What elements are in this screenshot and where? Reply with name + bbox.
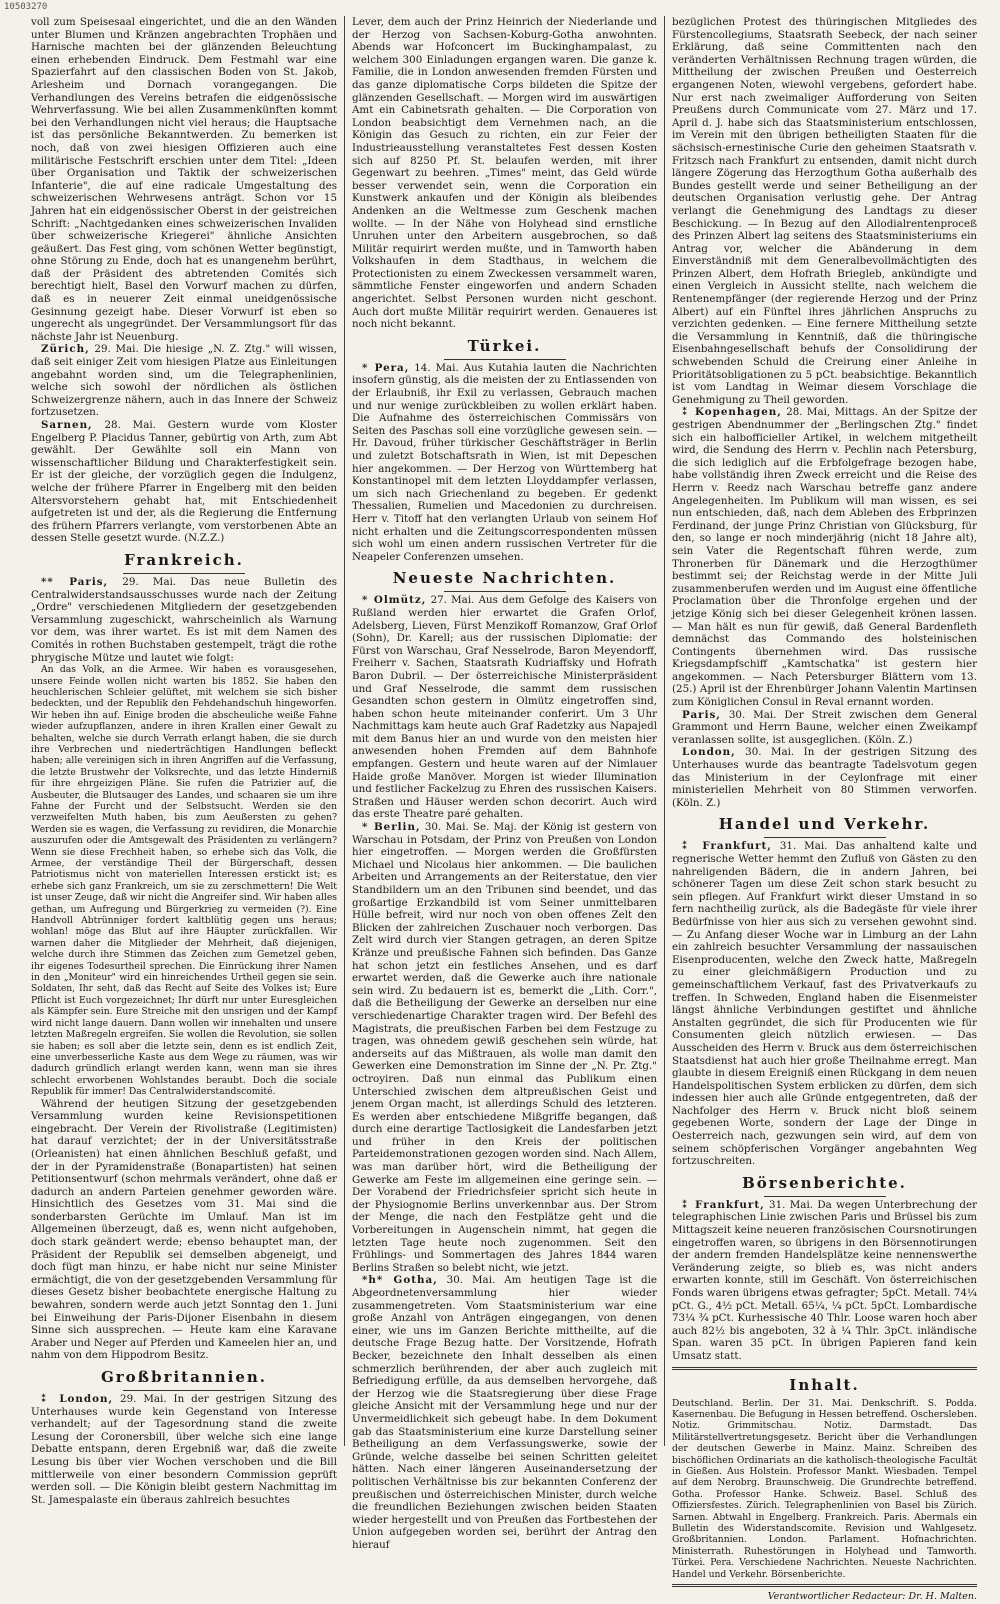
- article-paragraph: [672, 746, 977, 809]
- article-paragraph: [352, 362, 657, 564]
- dateline: ⁑ London,: [41, 1393, 114, 1405]
- article-paragraph: [672, 406, 977, 708]
- proclamation-text: An das Volk, an die Armee. Wir haben es vorausgesehen, unsere Feinde wollen nicht warten bis 1852. Sie haben den heuchlerischen Schleier gelüftet, mit welchem sie sich bisher bedeckten, und der Republik den Fehdehandschuh hingeworfen. Wir heben ihn auf. Einige broden die abscheuliche weiße Fahne wieder aufzupflanzen, andere in ihren Krallen einer Gewalt zu behalten, welche sie durch Verrath erlangt haben, die sie durch ihre Verbrechen und niederträchtigen Handlungen befleckt haben; alle vereinigen sich in ihren Angriffen auf die Verfassung, die letzte Brustwehr der Volksrechte, und das letzte Hinderniß für ihre ehrgeizigen Pläne. Sie rufen die Patrizier auf, die Ausbeuter, die Blutsauger des Landes, und schaaren sie um ihre Fahne der Furcht und der Selbstsucht. Werden sie den verzweifelten Muth haben, bis zum Aeußersten zu gehen? Werden sie es wagen, die Verfassung zu revidiren, die Monarchie auszurufen oder die Amtsgewalt des Präsidenten zu verlängern? Wenn sie diese Frechheit haben, so erhebe sich das Volk, die Armee, der verständige Theil der Bürgerschaft, dessen Patriotismus nicht von materiellen Interessen erstickt ist; es erhebe sich ganz Frankreich, um sie zu zerschmettern! Die Welt ist unser Zeuge, daß wir nicht die Angreifer sind. Wir haben alles gethan, um Aufregung und Bürgerkrieg zu vermeiden (?). Eine Handvoll Abtrünniger fordert kaltblütig gegen uns heraus; wohlan! möge das Blut auf ihre Häupter zurückfallen. Wir warnen daher die Mitglieder der Mehrheit, daß diejenigen, welche durch ihre Stimmen das Zeichen zum Gemetzel geben, ihr eigenes Todesurtheil sprechen. Die Einrückung ihrer Namen in den „Moniteur" wird ein hinreichendes Urtheil gegen sie sein. Soldaten, Ihr seht, daß das Recht auf Seite des Volkes ist; Eure Pflicht ist Euch vorgezeichnet; Ihr dürft nur unter Euresgleichen als Kämpfer sein. Eure Streiche mit den unsrigen und der Kampf wird nicht lange dauern. Dann wollen wir innehalten und unsere letzten Maßregeln ergreifen. Sie wollen die Revolution, sie sollen sie haben; es soll aber die letzte sein, denn es ist endlich Zeit, eine unverbesserliche Kaste aus dem Wege zu räumen, was wir dadurch gründlich erlangt werden kann, wenn man sie ihres schlecht erworbenen Wohlstandes beraubt. Doch die sociale Republik für immer! Das Centralwiderstandscomité.: [31, 664, 337, 1098]
- article-paragraph: [352, 1274, 657, 1551]
- article-text: 30. Mai. Am heutigen Tage ist die Abgeordnetenversammlung hier wieder zusammengetreten. Vom Staatsministerium war eine große Anzahl von Anträgen eingegangen, von denen einer, wie uns im Ganzen Berichte mittheilte, auf die deutsche Frage Bezug hatte. Der Vorsitzende, Hofrath Becker, bezeichnete den Inhalt desselben als einen schmerzlich berührenden, der aber auch zugleich mit Befriedigung erfülle, da aus demselben hervorgehe, daß der Herzog wie die Staatsregierung über diese Frage gleiche Ansicht mit der Versammlung hege und nur der Unvermeidlichkeit sich gebeugt habe. In dem Dokument gab das Staatsministerium eine kurze Darstellung seiner Betheiligung an dem Verfassungswerke, sowie der Gründe, welche dasselbe bei seinen Schritten geleitet hätten. Nach einer längeren Auseinandersetzung der politischen Verhältnisse bis zur bekannten Conferenz der preußischen und österreichischen Minister, durch welche die freundlichen Beziehungen zwischen beiden Staaten wieder hergestellt und von Preußen das Fortbestehen der Union aufgegeben worden sei, berührt der Antrag den hierauf: [352, 1274, 657, 1551]
- divider: [764, 837, 886, 838]
- article-text: 30. Mai. Der Streit zwischen dem General Grammont und Herrn Baune, welcher einen Zweikampf veranlassen sollte, ist ausgeglichen. (Köln. Z.): [672, 708, 977, 746]
- column-1: [24, 16, 344, 1506]
- article-text: 27. Mai. Aus dem Gefolge des Kaisers von Rußland werden hier erwartet die Grafen Orlof, Adelsberg, Lieven, Fürst Menzikoff Romanzow, Graf Orlof (Sohn), Dr. Karell; aus der russischen Diplomatie: der Fürst von Warschau, Graf Nesselrode, Baron Meyendorff, Freiherr v. Sachen, Staatsrath Kudriaffsky und Hofrath Baron Dubril. — Der österreichische Ministerpräsident und Graf Nesselrode, die sammt dem russischen Gesandten schon gestern in Olmütz eingetroffen sind, haben schon heute miteinander conferirt. Um 3 Uhr Nachmittags kam heute auch Graf Radetzky aus Napajedl mit dem Banus hier an und wurde von den meisten hier anwesenden hohen Fremden auf dem Bahnhofe empfangen. Gestern und heute waren auf der Nimlauer Haide große Manöver. Morgen ist wieder Illumination und festlicher Fackelzug zu Ehren des russischen Kaisers. Straßen und Häuser werden schon decorirt. Auch wird das erste Theatre paré gehalten.: [352, 594, 657, 821]
- article-text: 28. Mai. Gestern wurde vom Kloster Engelberg P. Placidus Tanner, gebürtig von Arth, zum Abt gewählt. Der Gewählte soll ein Mann von wissenschaftlicher Bildung und Charakterfestigkeit sein. Er ist der gleiche, der vorzüglich gegen die Indulgenz, welche der frühere Pfarrer in Engelberg mit den beiden Altersvorstehern gehabt hat, mit Entschiedenheit aufgetreten ist und der, als die Regierung die Entfernung des frühern Pfarrers verlangte, vom verstorbenen Abte an dessen Stelle gesetzt wurde. (N.Z.Z.): [31, 419, 337, 545]
- section-heading: Großbritannien.: [100, 1368, 268, 1386]
- dateline: ** Paris,: [41, 575, 109, 588]
- section-heading: Börsenberichte.: [742, 1173, 907, 1192]
- divider: [444, 359, 566, 360]
- divider: [123, 1390, 245, 1391]
- section-heading: Neueste Nachrichten.: [392, 569, 617, 588]
- article-text: 31. Mai. Das anhaltend kalte und regnerische Wetter hemmt den Zufluß von Gästen zu den nahreligenden Bädern, die in andern Jahren, bei schönerer Tagen um diese Zeit schon stark besucht zu sein pflegen. Auf Frankfurt wirkt dieser Umstand in so fern nachtheilig zurück, als die Badegäste für viele ihrer Bedürfnisse von hier aus sich zu versehen gewohnt sind. — Zu Anfang dieser Woche war in Limburg an der Lahn ein zahlreich besuchter Versammlung der nassauischen Eisenproducenten, welche den Zweck hatte, Maßregeln zu einer gleichmäßigern Production und zu gemeinschaftlichem Verkauf, fast des Privatverkaufs zu treffen. In Schweden, England haben die Eisenmeister längst ähnliche Verbindungen gestiftet und ähnliche Anstalten gegründet, die sich für Producenten wie für Consumenten gleich nützlich erwiesen. — Das Ausscheiden des Herrn v. Bruck aus dem österreichischen Staatsdienst hat auch hier große Theilnahme erregt. Man glaubte in diesem Ereigniß einen Rückgang in dem neuen Handelspolitischen System erblicken zu dürfen, dem sich indessen hier auch alle Gründe entgegentreten, daß der Nachfolger des Herrn v. Bruck nicht bloß seinem gegebenen Worte, sondern der Lage der Dinge in Oesterreich nach, gezwungen sein wird, auf dem von seinem schöpferischen Vorgänger angebahnten Weg fortzuschreiten.: [672, 840, 977, 1168]
- dateline: London,: [682, 746, 736, 759]
- article-text: 31. Mai. Da wegen Unterbrechung der telegraphischen Linie zwischen Paris und Brüssel bis zum Mittagszeit keine neueren französischen Coursnotirungen eingetroffen waren, so übrigens in den Börsennotirungen der andern fremden Handelsplätze keine nennenswerthe Veränderung zeigte, so blieb es, was nicht anders erwarten konnte, still im Geschäft. Von österreichischen Fonds waren übrigens etwas gefragter; 5pCt. Metall. 74¼ pCt. G., 4½ pCt. Metall. 65¼, ¼ pCt. 5pCt. Lombardische 73¼ ¾ pCt. Kurhessische 40 Thlr. Loose waren hoch aber auch 82½ bis angeboten, 32 à ¼ Thlr. 3pCt. inländische Span. waren 35 pCt. In übrigen Papieren fand kein Umsatz statt.: [672, 1198, 977, 1362]
- dateline: * Pera,: [362, 361, 410, 374]
- article-paragraph: [672, 1199, 977, 1363]
- dateline: ⁑ Kopenhagen,: [682, 406, 782, 419]
- article-text: 14. Mai. Aus Kutahia lauten die Nachrichten insofern günstig, als die meisten der zu Entlassenden von der Erlaubniß, ihr Exil zu verlassen, Gebrauch machen und nur wenige zurückbleiben zu wollen erklärt haben. Die Aufnahme des österreichischen Commissärs von Seiten des Paschas soll eine vorzügliche gewesen sein. — Hr. Davoud, früher türkischer Geschäftsträger in Berlin und zuletzt Botschaftsrath in Wien, ist mit Depeschen hier angekommen. — Der Herzog von Württemberg hat Konstantinopel mit dem letzten Lloyddampfer verlassen, um sich nach Griechenland zu begeben. Er gedenkt Thessalien, Rumelien und Macedonien zu durchreisen. Herr v. Titoff hat den verlangten Urlaub von seinem Hof nicht erhalten und die Zeitungscorrespondenten müssen sich wohl um einen andern russischen Vertreter für die Neapeler Conferenzen umsehen.: [352, 361, 657, 563]
- dateline: * Berlin,: [362, 821, 421, 834]
- article-paragraph: [31, 343, 337, 419]
- article-text: 29. Mai. In der gestrigen Sitzung des Unterhauses wurde kein Gegenstand von Interesse verhandelt; auf der Tagesordnung stand die zweite Lesung der Coronersbill, über welche sich eine lange Debatte entspann, deren Ergebniß war, daß die zweite Lesung bis über vier Wochen verschoben und die Bill mittlerweile von einer besondern Commission geprüft werden soll. — Die Königin bleibt gestern Nachmittag im St. Jamespalaste ein überaus zahlreich besuchtes: [31, 1393, 337, 1506]
- article-text: 29. Mai. Das neue Bulletin des Centralwiderstandsausschusses wurde nach der Zeitung „Ordre" verschiedenen Mitgliedern der gesetzgebenden Versammlung zugeschickt, wahrscheinlich als Warnung vor dem, was ihrer wartet. Es ist mit dem Namen des Comités in rothen Buchstaben gestempelt, trägt die rothe phrygische Mütze und lautet wie folgt:: [31, 575, 337, 664]
- scan-id: 10503270: [4, 2, 48, 12]
- article-text: 28. Mai, Mittags. An der Spitze der gestrigen Abendnummer der „Berlingschen Ztg." findet sich ein halbofficieller Artikel, in welchem mitgetheilt wird, die Sendung des Herrn v. Pechlin nach Petersburg, die sich lediglich auf die Erbfolgefrage bezogen habe, habe vollständig ihren Zweck erreicht und die Reise des Herrn v. Reedz nach Warschau betreffe ganz andere Angelegenheiten. Im Publikum will man wissen, es sei nun entschieden, daß, nach dem Ableben des Erbprinzen Ferdinand, der junge Prinz Christian von Glücksburg, für den, so lange er noch minderjährig (nicht 18 Jahre alt), sein Vater die Regentschaft führen werde, zum Thronerben für Dänemark und die Herzogthümer bestimmt sei; der Reichstag werde in der Mitte Juli zusammenberufen werden und im August eine öffentliche Proclamation über die Thronfolge ergehen und der jetzige König sich bei dieser Gelegenheit krönen lassen. — Man hält es nun für gewiß, daß General Bardenfleth demnächst das Commando des holsteinischen Contingents übernehmen wird. Das russische Kriegsdampfschiff „Kamtschatka" ist gestern hier angekommen. — Nach Petersburger Blättern vom 13. (25.) April ist der Ehrenbürger Johann Valentin Martinsen zum Königlichen Consul in Reval ernannt worden.: [672, 406, 978, 709]
- article-paragraph: [31, 419, 337, 545]
- article-text: 30. Mai. In der gestrigen Sitzung des Unterhauses wurde das beantragte Tadelsvotum gegen das Ministerium in der Ceylonfrage mit einer ministeriellen Mehrheit von 80 Stimmen verworfen. (Köln. Z.): [672, 746, 977, 809]
- divider: [672, 1367, 977, 1370]
- column-3: [664, 16, 984, 1603]
- dateline: Paris,: [682, 708, 721, 721]
- article-paragraph: [31, 1393, 337, 1506]
- article-text: voll zum Speisesaal eingerichtet, und die an den Wänden unter Blumen und Kränzen angebrachten Trophäen und Harnische machten bei der glänzenden Beleuchtung einen erhebenden Eindruck. Dem Festmahl war eine Spazierfahrt auf den classischen Boden von St. Jakob, Arlesheim und Dornach vorangegangen. Die Verhandlungen des Vereins betrafen die eidgenössische Wehrverfassung. Wie bei allen Zusammenkünften kommt bei den Verhandlungen nicht viel heraus; die Hauptsache ist das persönliche Bekanntwerden. Zu bemerken ist noch, daß von zwei hiesigen Offizieren auch eine militärische Festschrift erschien unter dem Titel: „Ideen über Organisation und Taktik der schweizerischen Infanterie", die auf eine radicale Umgestaltung des schweizerischen Wehrwesens anträgt. Schon vor 15 Jahren hat ein eidgenössischer Oberst in der geistreichen Schrift: „Nachtgedanken eines schweizerischen Invaliden über schweizerische Kriegerei" ähnliche Ansichten geäußert. Das Fest ging, vom schönen Wetter begünstigt, ohne Störung zu Ende, doch hat es unangenehm berührt, daß der Präsident des abtretenden Comités sich berechtigt hielt, Basel den Vorwurf machen zu dürfen, daß es in neuerer Zeit einmal uneidgenössische Gesinnung gezeigt habe. Dieser Vorwurf ist eben so ungerecht als ungegründet. Der Versammlungsort für das nächste Jahr ist Neuenburg.: [31, 16, 337, 343]
- article-text: bezüglichen Protest des thüringischen Mitgliedes des Fürstencollegiums, Staatsrath Seebeck, der nach seiner Erklärung, daß seine Committenten nach den veränderten Verhältnissen Rechnung tragen würden, die Mittheilung der zwischen Preußen und Oesterreich ergangenen Noten, wiewohl vergebens, gefordert habe. Nur erst nach zweimaliger Aufforderung von Seiten Preußens durch Communicate vom 27. März und 17. April d. J. habe sich das Staatsministerium entschlossen, im Verein mit den übrigen betheiligten Staaten für die sächsisch-ernestinische Curie den geheimen Staatsrath v. Fritzsch nach Frankfurt zu entsenden, damit nicht durch längere Zögerung das Herzogthum Gotha außerhalb des Bundes gestellt werde und seiner Betheiligung an der deutschen Organisation verlustig gehe. Der Antrag verlangt die Genehmigung des Landtags zu dieser Beschickung. — In Bezug auf den Allodialrentenproceß des Prinzen Albert lag seitens des Staatsministeriums ein Antrag vor, welcher die Abänderung in dem Einverständniß mit dem Generalbevollmächtigten des Prinzen Albert, dem Hofrath Briegleb, ankündigte und einen Vergleich in Aussicht stellte, nach welchem die Rentenempfänger (der regierende Herzog und der Prinz Albert) auf ein Fünftel ihres jährlichen Anspruchs zu verzichten gedenken. — Eine fernere Mittheilung setzte die Versammlung in Kenntniß, daß die thüringische Eisenbahngesellschaft behufs der Consolidirung der schwebenden Schuld die Creirung einer Anleihe in Prioritätsobligationen zu 5 pCt. beabsichtige. Bekanntlich ist vom Landtag in Weimar diesem Vorschlage die Genehmigung zu Theil geworden.: [672, 16, 977, 406]
- section-heading: Türkei.: [467, 336, 542, 355]
- article-paragraph: [352, 594, 657, 821]
- section-heading: Inhalt.: [789, 1375, 860, 1394]
- dateline: ⁑ Frankfurt,: [682, 1198, 765, 1211]
- divider: [764, 1196, 886, 1197]
- column-2: [344, 16, 664, 1551]
- article-paragraph: [672, 709, 977, 747]
- divider: [123, 573, 245, 574]
- article-text: Während der heutigen Sitzung der gesetzgebenden Versammlung wurden keine Revisionspetitionen eingebracht. Der Verein der Rivolistraße (Legitimisten) hat darauf verzichtet; der in der Universitätsstraße (Orleanisten) hat einen ähnlichen Beschluß gefaßt, und der in der Pyramidenstraße (Bonapartisten) hat seinen Petitionsentwurf (schon mehrmals verändert, ohne daß er dadurch an andern Parteien genehmer geworden wäre. Hinsichtlich des Gesetzes vom 31. Mai sind die sonderbarsten Gerüchte im Umlauf. Man ist im Allgemeinen überzeugt, daß es, wenn nicht aufgehoben, doch stark geändert werde; ebenso behauptet man, der Präsident der Republik sei demselben abgeneigt, und doch fügt man hinzu, er habe nicht nur seine Minister ermächtigt, die von der gesetzgebenden Versammlung für dieses Gesetz bisher beobachtete energische Haltung zu bewahren, sondern werde auch jetzt Sonntag den 1. Juni bei Einweihung der Paris-Dijoner Eisenbahn in diesem Sinne sich aussprechen. — Heute kam eine Karavane Araber und Neger auf Pferden und Kameelen hier an, und nahm von dem Hippodrom Besitz.: [31, 1097, 337, 1362]
- article-text: 30. Mai. Se. Maj. der König ist gestern von Warschau in Potsdam, der Prinz von Preußen von London hier eingetroffen. — Morgen werden die Großfürsten Michael und Nicolaus hier ankommen. — Die baulichen Arbeiten und Arrangements an der Reiterstatue, den vier Standbildern um an den Tribunen sind beendet, und das großartige Erzkandbild ist vom Seiner unmittelbaren Hülle befreit, wird nur noch von oben offenes Zelt den Blicken der zahlreichen Zuschauer noch verborgen. Das Zelt wird durch vier Stangen getragen, an deren Spitze Kränze und preußische Fahnen sich befinden. Das Ganze hat schon jetzt ein festliches Ansehen, und es darf erwartet werden, daß die Gewerke auch ihre nationale sein wird. Zu bedauern ist es, bemerkt die „Lith. Corr.", daß die Betheiligung der Gewerke an derselben nur eine verschiedenartige Charakter tragen wird. Der Befehl des Magistrats, die preußischen Farben bei dem Festzuge zu tragen, was ohnedem gewiß geschehen sein würde, hat anderseits auf das Mißtrauen, als wolle man damit den Gewerken eine Demonstration im Sinne der „N. Pr. Ztg." octroyiren. Daß nun einmal das Publikum einen Unterschied zwischen dem altpreußischen Geist und jenem Organ macht, ist allerdings Schuld des letzteren. Es werden aber entschiedene Mißgriffe begangen, daß durch eine derartige Tactlosigkeit die Landesfarben jetzt und früher in den Kreis der politischen Parteidemonstrationen gezogen worden sind. Nach Allem, was man darüber hört, wird die Betheiligung der Gewerke am Feste im allgemeinen eine geringe sein. — Der Vorabend der Friedrichsfeier spricht sich heute in der Physiognomie Berlins unverkennbar aus. Der Strom der Menge, die nach den Festplätze geht und die Vorbereitungen in Augenschein nimmt, hat gegen die letzten Tage heute noch zugenommen. Seit den Frühlings- und Sommertagen des Jahres 1844 waren Berlins Straßen so belebt nicht, wie jetzt.: [352, 821, 658, 1274]
- article-paragraph: [31, 576, 337, 664]
- article-paragraph: [672, 840, 977, 1167]
- divider: [672, 1584, 977, 1587]
- dateline: Sarnen,: [41, 419, 93, 431]
- dateline: Zürich,: [41, 343, 90, 356]
- divider: [444, 591, 566, 592]
- dateline: *h* Gotha,: [362, 1274, 438, 1287]
- editor-signature: Verantwortlicher Redacteur: Dr. H. Malten.: [767, 1591, 977, 1603]
- article-text: 29. Mai. Die hiesige „N. Z. Ztg." will wissen, daß seit einiger Zeit vom hiesigen Platze aus Einleitungen angebahnt worden sind, um die Telegraphenlinien, welche sich sowohl der nördlichen als östlichen Schweizergrenze nähern, auch in das Innere der Schweiz fortzusetzen.: [31, 343, 337, 419]
- dateline: ⁑ Frankfurt,: [682, 840, 772, 853]
- table-of-contents: Deutschland. Berlin. Der 31. Mai. Denkschrift. S. Podda. Kasernenbau. Die Befugung in Hessen betreffend. Oschersleben. Notiz. Grimmitschau. Notiz. Darmstadt. Das Militärstellvertretungsgesetz. Bericht über die Verhandlungen der deutschen Gewerbe in Mainz. Mainz. Schreiben des bischöflichen Ordinariats an die katholisch-theologische Facultät in Gießen. Aus Holstein. Professor Mankt. Wiesbaden. Tempel auf dem Nerobrg. Braunschweig. Die Grundrechte betreffend. Gotha. Professor Hanke. Schweiz. Basel. Schluß des Offiziersfestes. Zürich. Telegraphenlinien von Basel bis Zürich. Sarnen. Abtwahl in Engelberg. Frankreich. Paris. Abermals ein Bulletin des Widerstandscomite. Revision und Wahlgesetz. Großbritannien. London. Parlament. Hofnachrichten. Ministerrath. Ruhestörungen in Holyhead und Tamworth. Türkei. Pera. Verschiedene Nachrichten. Neueste Nachrichten. Handel und Verkehr. Börsenberichte.: [672, 1397, 977, 1580]
- newspaper-page: [24, 16, 984, 1603]
- article-paragraph: [352, 821, 657, 1274]
- article-text: Lever, dem auch der Prinz Heinrich der Niederlande und der Herzog von Sachsen-Koburg-Gotha anwohnten. Abends war Hofconcert im Buckinghampalast, zu welchem 300 Einladungen ergangen waren. Die ganze k. Familie, die in London anwesenden fremden Fürsten und das ganze diplomatische Corps bildeten die Spitze der glänzenden Gesellschaft. — Morgen wird im auswärtigen Amt ein Cabinetsrath gehalten. — Die Corporation von London beabsichtigt dem Vernehmen nach, an die Königin das Gesuch zu richten, ein zur Feier der Industrieausstellung veranstaltetes Fest dessen Kosten sich auf 8250 Pf. St. belaufen werden, mit ihrer Gegenwart zu beehren. „Times" meint, das Geld würde besser verwendet sein, wenn die Corporation ein Kunstwerk ankaufen und der Königin als bleibendes Andenken an die Weltmesse zum Geschenk machen wollte. — In der Nähe von Holyhead sind ernstliche Unruhen unter den Arbeitern ausgebrochen, so daß Militär requirirt werden mußte, und in Tamworth haben Volkshaufen in dem Stadthaus, in welchem die Protectionisten zu einem Zweckessen versammelt waren, sämmtliche Fenster eingeworfen und andern Schaden angerichtet. Selbst Personen wurden nicht geschont. Auch dort mußte Militär requirirt werden. Genaueres ist noch nicht bekannt.: [352, 16, 657, 331]
- dateline: * Olmütz,: [362, 594, 427, 607]
- section-heading: Handel und Verkehr.: [718, 815, 931, 834]
- section-heading: Frankreich.: [124, 550, 244, 569]
